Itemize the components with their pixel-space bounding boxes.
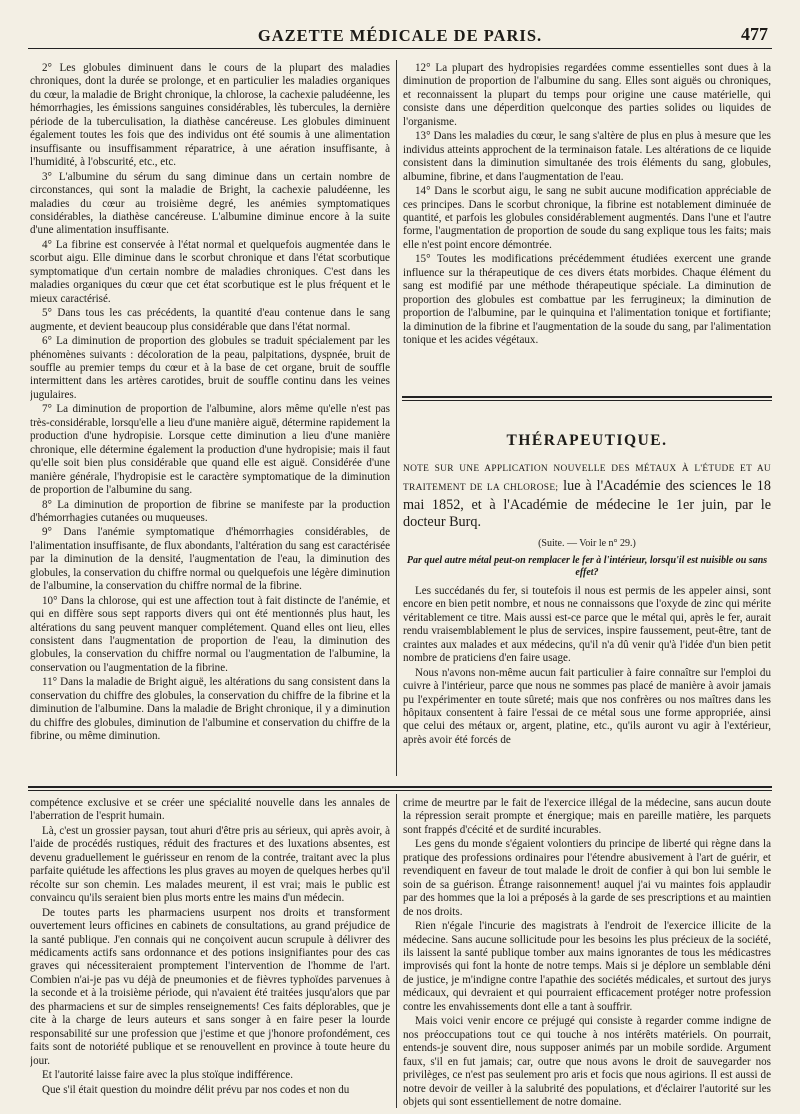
paragraph: 5° Dans tous les cas précédents, la quantité d'eau contenue dans le sang augmente, et devient beaucoup plus considérable que dans l'état normal. (30, 307, 390, 333)
therapeutics-article (403, 408, 771, 778)
paragraph: 13° Dans les maladies du cœur, le sang s'altère de plus en plus à mesure que les individus atteints approchent de la terminaison fatale. Les altérations de ce liquide consistent dans la diminution simultanée des trois éléments du sang, globules, albumine, fibrine, et dans l'augmentation de l'eau. (403, 130, 771, 183)
continued-note: (Suite. — Voir le n° 29.) (538, 538, 636, 550)
paragraph: 14° Dans le scorbut aigu, le sang ne subit aucune modification appréciable de ces principes. Dans le scorbut chronique, la fibrine est notablement diminuée de quantité, et parfois les globules considérablement augmentés. Dans l'une et l'autre forme, l'augmentation de proportion de soude du sang explique tous les faits; mais elle n'est point encore démontrée. (403, 185, 771, 251)
paragraph: De toutes parts les pharmaciens usurpent nos droits et transforment ouvertement leurs officines en cabinets de consultations, au grand préjudice de la santé publique. J'en connais qui ne conçoivent aucun scrupule à délivrer des médicaments actifs sans ordonnance et des potions insignifiantes pour des cas graves qui nécessiteraient promptement l'intervention de l'homme de l'art. Combien n'ai-je pas vu déjà de pneumonies et de fièvres typhoïdes parvenues à la seconde et à la troisième période, qui n'avaient été traitées jusqu'alors que par des pharmaciens et sur de simples renseignements! Ces faits déplorables, que je cite à la charge de leurs auteurs et sans songer à en faire peser la lourde responsabilité sur une profession que j'estime et que j'honore profondément, ces faits sont de notoriété publique et se renouvellent en province à toute heure du jour. (30, 906, 390, 1067)
article-heading (403, 459, 771, 531)
column-left-top (30, 62, 390, 778)
paragraph: Mais voici venir encore ce préjugé qui consiste à regarder comme indigne de nos préoccupations tout ce qui touche à nos intérêts matériels. On pourrait, entends-je souvent dire, nous supposer animés par un mobile sordide. Argument faux, s'il en fut jamais; car, outre que nous avons le droit de sauvegarder nos privilèges, ce n'est pas seulement pro aris et focis que nous agirions. Il est aussi de notre devoir de veiller à la salubrité des populations, et d'éclairer l'autorité sur les objets qui sont essentiellement de notre domaine. (403, 1015, 771, 1108)
paragraph: 11° Dans la maladie de Bright aiguë, les altérations du sang consistent dans la conservation du chiffre des globules, la conservation du chiffre de la fibrine et la diminution de l'albumine. Dans la maladie de Bright chronique, il y a diminution du chiffre des globules, diminution de l'albumine et conservation du chiffre de la fibrine, ou même diminution. (30, 676, 390, 743)
article-heading-caps: NOTE SUR UNE APPLICATION NOUVELLE DES MÉTAUX À L'ÉTUDE ET AU TRAITEMENT DE LA CHLOROSE; (403, 464, 771, 494)
paragraph: Les succédanés du fer, si toutefois il nous est permis de les appeler ainsi, sont encore en bien petit nombre, et nous ne connaissons que l'oxyde de zinc qui mérite véritablement ce titre. Mais aussi est-ce parce que le métal qui, après le fer, aurait rendu vraisemblablement le plus de services, inspire faussement, peut-être, tant de craintes aux malades et aux médecins, qu'il n'a dû venir qu'à l'idée d'un bien petit nombre de praticiens d'en faire usage. (403, 584, 771, 665)
paragraph: 9° Dans l'anémie symptomatique d'hémorrhagies considérables, de l'alimentation insuffisante, de flux abondants, l'altération du sang est caractérisée par la diminution de la densité, l'augmentation de l'eau, la diminution des globules, la conservation du chiffre normal ou quelquefois une légère diminution de l'albumine, la conservation du chiffre normal de la fibrine. (30, 526, 390, 593)
column-left-bottom (30, 797, 390, 1109)
paragraph: Et l'autorité laisse faire avec la plus stoïque indifférence. (42, 1069, 293, 1082)
page-header (28, 26, 772, 49)
paragraph: Les gens du monde s'égaient volontiers du principe de liberté qui règne dans la pratique des professions ordinaires pour l'étendre abusivement à l'art de guérir, et revendiquent en faveur de tout malade le droit de confier à qui bon lui semble le soin de sa guérison. Étrange raisonnement! auquel j'ai vu maintes fois applaudir par des hommes que la loi a préposés à la garde de ses prescriptions et au maintien de nos droits. (403, 838, 771, 918)
paragraph: 6° La diminution de proportion des globules se traduit spécialement par les phénomènes suivants : décoloration de la peau, palpitations, dyspnée, bruit de souffle au premier temps du cœur et à la base de cet organe, bruit de souffle intermittent dans les artères carotides, bruit de souffle continu dans les veines jugulaires. (30, 335, 390, 401)
paragraph: 3° L'albumine du sérum du sang diminue dans un certain nombre de circonstances, qui sont la maladie de Bright, la cachexie paludéenne, les maladies du cœur au troisième degré, les anémies symptomatiques considérables, la diathèse cancéreuse. L'albumine diminue encore à la suite d'une alimentation insuffisante. (30, 170, 390, 237)
section-divider (402, 396, 772, 398)
page-divider (28, 786, 772, 788)
paragraph: 8° La diminution de proportion de fibrine se manifeste par la production d'hémorrhagies cutanées ou muqueuses. (30, 498, 390, 524)
paragraph: 15° Toutes les modifications précédemment étudiées exercent une grande influence sur la thérapeutique de ces divers états morbides. Chaque élément du sang est modifié par une méthode thérapeutique spéciale. La diminution de proportion des globules est combattue par les ferrugineux; la diminution de proportion de l'albumine, par le quinquina et l'alimentation tonique et fortifiante; la diminution de la fibrine et l'augmentation de la soude du sang, par l'alimentation tonique et les acides végétaux. (403, 253, 771, 347)
page-number: 477 (741, 24, 768, 44)
paragraph: Rien n'égale l'incurie des magistrats à l'endroit de l'exercice illicite de la médecine. Sans aucune sollicitude pour les besoins les plus précieux de la société, ils laissent la santé publique tomber aux mains ignorantes de tous les médicastres improvisés qui font la honte de notre temps. Mais si je déplore un semblable déni de justice, je m'indigne contre l'apathie des sociétés médicales, et surtout des jurys médicaux, qui devraient et qui pourraient efficacement protéger notre profession contre les envahissements dont elle a tant à souffrir. (403, 920, 771, 1013)
paragraph: Nous n'avons non-même aucun fait particulier à faire connaître sur l'emploi du cuivre à l'intérieur, parce que nous ne sommes pas placé de manière à avoir jamais pu l'expérimenter en toute sûreté; mais que nos confrères ou nos maîtres dans les hôpitaux consentent à faire l'essai de ce métal sous une forme appropriée, ainsi que celui des métaux or, argent, platine, etc., qu'ils auront vu agir à l'extérieur, après avoir été forcés de (403, 666, 771, 746)
article-heading-rest: lue à l'Académie des sciences le 18 mai 1852, et à l'Académie de médecine le 1er juin, par le docteur Burq. (403, 478, 771, 531)
column-divider-bottom (396, 794, 397, 1108)
paragraph: Que s'il était question du moindre délit prévu par nos codes et non du (42, 1083, 350, 1096)
journal-title: GAZETTE MÉDICALE DE PARIS. (257, 26, 543, 45)
paragraph: 2° Les globules diminuent dans le cours de la plupart des maladies chroniques, dont la durée se prolonge, et en particulier les maladies organiques du cœur, la maladie de Bright chronique, la chlorose, la cachexie paludéenne, les hémorrhagies, les émissions sanguines considérables, lès tubercules, la dernière période de la tuberculisation, la diathèse cancéreuse. Les globules diminuent également toutes les fois que des individus ont été soumis à une alimentation insuffisante ou insuffisamment réparatrice, à une aération insuffisante, à l'humidité, à l'obscurité, etc., etc. (30, 62, 390, 169)
article-question: Par quel autre métal peut-on remplacer le fer à l'intérieur, lorsqu'il est nuisible ou sans effet? (406, 554, 768, 578)
paragraph: 7° La diminution de proportion de l'albumine, alors même qu'elle n'est pas très-considérable, lorsqu'elle a lieu d'une manière aiguë, détermine rapidement la production d'une hydropisie. Lorsque cette diminution a lieu d'une manière chronique, elle détermine également la production d'une hydropisie; mais il faut qu'elle soit bien plus considérable que quand elle est aiguë. Considérée d'une manière générale, l'hydropisie est le caractère symptomatique de la diminution de proportion de l'albumine du sang. (30, 403, 390, 497)
paragraph: crime de meurtre par le fait de l'exercice illégal de la médecine, sans aucun doute la répression serait prompte et énergique; mais en pareille matière, les parquets sont frappés d'cécité et de surdité incurables. (403, 797, 771, 836)
section-divider-thin (402, 400, 772, 401)
paragraph: 4° La fibrine est conservée à l'état normal et quelquefois augmentée dans le scorbut aigu. Elle diminue dans le scorbut chronique et dans l'état scorbutique symptomatique d'un certain nombre de maladies chroniques. C'est dans les maladies organiques du cœur que cet état scorbutique est le plus fréquent et le mieux caractérisé. (30, 238, 390, 305)
paragraph: 12° La plupart des hydropisies regardées comme essentielles sont dues à la diminution de proportion de l'albumine du sang. Elles sont aiguës ou chroniques, et reconnaissent la plupart du temps pour origine une cause matérielle, qui consiste dans une déperdition quelconque des parties solides ou liquides de l'organisme. (403, 62, 771, 128)
paragraph: Là, c'est un grossier paysan, tout ahuri d'être pris au sérieux, qui après avoir, à l'aide de procédés rustiques, réduit des fractures et des luxations absentes, est devenu graduellement le guérisseur en renom de la contrée, traitant avec la plus parfaite quiétude les affections les plus graves au moyen de quelques herbes qu'il récolte sur son chemin. Les malades meurent, il est vrai; mais le public est convaincu qu'ils seraient bien plus morts entre les mains d'un médecin. (30, 824, 390, 905)
column-right-bottom (403, 797, 771, 1109)
page-divider-thin (28, 790, 772, 791)
section-title: THÉRAPEUTIQUE. (506, 432, 668, 449)
column-divider-top (396, 60, 397, 776)
paragraph: 10° Dans la chlorose, qui est une affection tout à fait distincte de l'anémie, et qui en diffère sous sept rapports divers qui ont été mentionnés plus haut, les altérations du sang peuvent manquer complétement. Quand elles ont lieu, elles consistent dans l'augmentation de proportion de l'eau, la diminution des globules, la conservation du chiffre normal ou l'augmentation de l'albumine, la conservation ou l'augmentation de la fibrine. (30, 594, 390, 674)
paragraph: compétence exclusive et se créer une spécialité nouvelle dans les annales de l'aberration de l'esprit humain. (30, 797, 390, 823)
column-right-top (403, 62, 771, 388)
